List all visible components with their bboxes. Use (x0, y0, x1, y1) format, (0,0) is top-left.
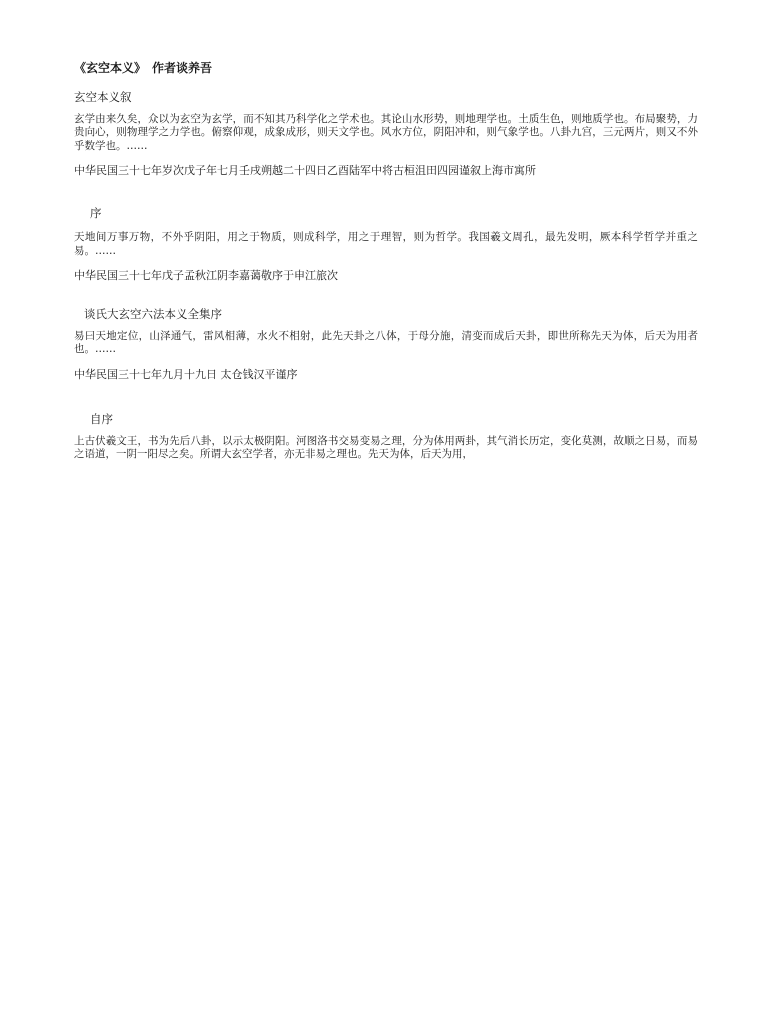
section-signature: 中华民国三十七年岁次戊子年七月壬戌朔越二十四日乙酉陆军中将古桓沮田四园谨叙上海市寓所 (74, 164, 536, 178)
section-body: 玄学由来久矣，众以为玄空为玄学，而不知其乃科学化之学术也。其论山水形势，则地理学也。土质生色，则地质学也。布局聚势，力贵向心，则物理学之力学也。俯察仰观，成象成形，则天文学也。风水方位，阴阳冲和，则气象学也。八卦九宫，三元两片，则又不外乎数学也。…… (74, 113, 698, 152)
preface-section (74, 206, 698, 283)
section-body: 易曰天地定位，山泽通气，雷风相薄，水火不相射，此先天卦之八体，于母分施，清变而成后天卦，即世所称先天为体，后天为用者也。…… (74, 330, 698, 356)
preface-section (74, 307, 698, 382)
section-heading: 谈氏大玄空六法本义全集序 (84, 307, 222, 322)
book-title: 《玄空本义》 (74, 61, 147, 75)
section-heading: 序 (90, 206, 102, 221)
section-body: 天地间万事万物，不外乎阴阳，用之于物质，则成科学，用之于理智，则为哲学。我国羲文周孔，最先发明，厥本科学哲学并重之易。…… (74, 231, 698, 257)
section-heading: 玄空本义叙 (74, 90, 132, 104)
section-body: 上古伏羲文王，书为先后八卦，以示太极阴阳。河图洛书交易变易之理，分为体用两卦，其气消长历定，变化莫测，故顺之日易，而易之语道，一阴一阳尽之矣。所谓大玄空学者，亦无非易之理也。先天为体，后天为用， (74, 434, 698, 461)
book-title-line (74, 60, 698, 76)
section-signature: 中华民国三十七年九月十九日 太仓钱汉平谨序 (74, 367, 298, 381)
document-page (74, 60, 698, 462)
author-preface-section (74, 412, 698, 462)
preface-section (74, 90, 698, 178)
section-heading: 自序 (90, 411, 113, 426)
section-signature: 中华民国三十七年戊子孟秋江阴李嘉蔼敬序于申江旅次 (74, 269, 338, 283)
book-author: 作者谈养吾 (152, 61, 213, 75)
